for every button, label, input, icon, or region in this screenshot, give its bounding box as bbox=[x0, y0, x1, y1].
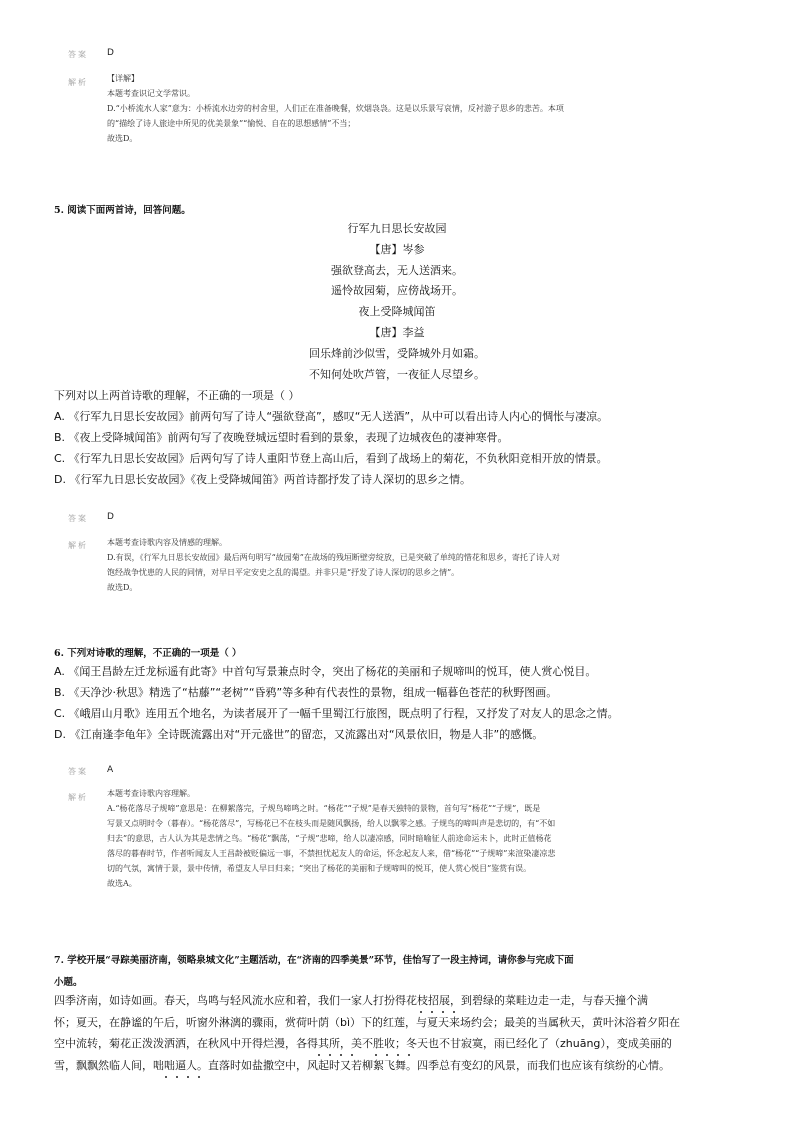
option-c: C. 《行军九日思长安故园》后两句写了诗人重阳节登上高山后，看到了战场上的菊花，不负秋阳竞相开放的情景。 bbox=[54, 452, 608, 465]
emphasis-dot bbox=[340, 1054, 342, 1056]
option-b: B. 《天净沙·秋思》精选了“枯藤”“老树”“昏鸦”等多种有代表性的景物，组成一幅暮色苍茫的秋野图画。 bbox=[54, 686, 558, 699]
emphasis-dot bbox=[386, 1054, 388, 1056]
emphasis-dot bbox=[453, 1011, 455, 1013]
analysis-line: 本题考查诗歌内容理解。 bbox=[107, 789, 195, 798]
analysis-label: 解析 bbox=[68, 78, 88, 87]
emphasis-dot bbox=[375, 1054, 377, 1056]
analysis-line: 的“描绘了诗人旅途中所见的优美景象”“愉悦、自在的思想感情”不当； bbox=[107, 119, 356, 128]
analysis-line: 归去”的意思，古人认为其是悲情之鸟。“杨花”飘荡，“子规”悲啼，给人以凄凉感，同时暗喻征人前途命运未卜，此时正值杨花 bbox=[107, 834, 552, 843]
paragraph-line: 空中流转，菊花正泼泼洒洒，在秋风中开得烂漫，各得其所，美不胜收；冬天也不甘寂寞，雨已经化了（zhuāng），变成美丽的 bbox=[54, 1037, 672, 1050]
analysis-line: 饱经战争忧患的人民的同情，对早日平定安史之乱的渴望。并非只是“抒发了诗人深切的思乡之情”。 bbox=[107, 568, 460, 577]
analysis-text bbox=[107, 71, 564, 146]
analysis-line: 写景又点明时令（暮春）。“杨花落尽”，写杨花已不在枝头而是随风飘扬，给人以飘零之感。子规鸟的啼叫声是悲切的，有“不如 bbox=[107, 819, 556, 828]
analysis-line: 切的气氛，寓情于景，景中传情，希望友人早日归来；“突出了杨花的美丽和子规啼叫的悦耳，使人赏心悦目”鉴赏有误。 bbox=[107, 864, 532, 873]
question-7-heading: 7. 学校开展“寻踪美丽济南，领略泉城文化”主题活动，在“济南的四季美景”环节，佳怡写了一段主持词，请你参与完成下面 bbox=[54, 955, 574, 966]
poems bbox=[0, 219, 794, 385]
emphasis-dot bbox=[420, 1011, 422, 1013]
analysis-line: 故选A。 bbox=[107, 879, 137, 888]
emphasis-dot bbox=[397, 1054, 399, 1056]
analysis-label: 解析 bbox=[68, 541, 88, 550]
answer-value: D bbox=[107, 48, 114, 58]
paragraph-line: 四季济南，如诗如画。春天，鸟鸣与轻风流水应和着，我们一家人打扮得花枝招展，到碧绿的菜畦边走一走，与春天撞个满 bbox=[54, 994, 648, 1007]
emphasis-dot bbox=[408, 1054, 410, 1056]
analysis-line: D.“小桥流水人家”意为：小桥流水边旁的村舍里，人们正在准备晚餐，炊烟袅袅。这是以乐景写哀情，反衬游子思乡的悲苦。本项 bbox=[107, 104, 564, 113]
answer-label: 答案 bbox=[68, 50, 88, 59]
answer-label: 答案 bbox=[68, 514, 88, 523]
emphasis-dot bbox=[187, 1076, 189, 1078]
option-b: B. 《夜上受降城闻笛》前两句写了夜晚登城远望时看到的景象，表现了边城夜色的凄神寒骨。 bbox=[54, 431, 509, 444]
analysis-line: A.“杨花落尽子规啼”意思是：在柳絮落完，子规鸟啼鸣之时。“杨花”“子规”是春天独特的景物，首句写“杨花”“子规”，既是 bbox=[107, 804, 541, 813]
answer-value: D bbox=[107, 512, 114, 522]
poem-1-line: 强欲登高去，无人送酒来。 bbox=[331, 263, 463, 277]
emphasis-dot bbox=[165, 1076, 167, 1078]
analysis-text bbox=[107, 786, 555, 891]
emphasis-dot bbox=[318, 1054, 320, 1056]
option-c: C. 《峨眉山月歌》连用五个地名，为读者展开了一幅千里蜀江行旅图，既点明了行程，又抒发了对友人的思念之情。 bbox=[54, 707, 619, 720]
option-d: D. 《江南逢李龟年》全诗既流露出对“开元盛世”的留恋，又流露出对“风景依旧，物是人非”的感慨。 bbox=[54, 728, 544, 741]
analysis-line: D.有误，《行军九日思长安故园》最后两句明写“故园菊”在战场的残垣断壁旁绽放，已是突破了单纯的惜花和思乡，寄托了诗人对 bbox=[107, 553, 560, 562]
option-a: A. 《行军九日思长安故园》前两句写了诗人“强欲登高”，感叹“无人送酒”，从中可以看出诗人内心的惆怅与凄凉。 bbox=[54, 410, 609, 423]
analysis-line: 落尽的暮春时节，作者听闻友人王昌龄被贬偏远一事，不禁担忧起友人的命运，怀念起友人来，借“杨花”“子规啼”来渲染凄凉悲 bbox=[107, 849, 556, 858]
analysis-line: 本题考查识记文学常识。 bbox=[107, 89, 195, 98]
emphasis-dot bbox=[431, 1011, 433, 1013]
question-7-heading-cont: 小题。 bbox=[54, 977, 83, 988]
question-6-choices bbox=[54, 661, 619, 745]
emphasis-dot bbox=[176, 1076, 178, 1078]
poem-1-title: 行军九日思长安故园 bbox=[347, 222, 447, 235]
poem-2-line: 回乐烽前沙似雪，受降城外月如霜。 bbox=[309, 346, 485, 360]
option-d: D. 《行军九日思长安故园》《夜上受降城闻笛》两首诗都抒发了诗人深切的思乡之情。 bbox=[54, 473, 471, 486]
analysis-line: 【详解】 bbox=[107, 74, 139, 83]
emphasis-dot bbox=[442, 1011, 444, 1013]
analysis-label: 解析 bbox=[68, 793, 88, 802]
analysis-line: 故选D。 bbox=[107, 583, 138, 592]
poem-2-author: 【唐】李益 bbox=[369, 325, 425, 339]
paragraph-line: 雪，飘飘然临人间，咄咄逼人。直落时如盐撒空中，风起时又若柳絮飞舞。四季总有变幻的风景，而我们也应该有缤纷的心情。 bbox=[54, 1058, 670, 1072]
host-script-paragraph bbox=[54, 990, 744, 1076]
poem-1-line: 遥怜故园菊，应傍战场开。 bbox=[331, 284, 463, 298]
analysis-line: 故选D。 bbox=[107, 134, 138, 143]
emphasis-dot bbox=[198, 1076, 200, 1078]
answer-value: A bbox=[107, 765, 114, 775]
analysis-text bbox=[107, 535, 560, 595]
emphasis-dot bbox=[351, 1054, 353, 1056]
emphasis-dot bbox=[329, 1054, 331, 1056]
poem-2-line: 不知何处吹芦管，一夜征人尽望乡。 bbox=[309, 367, 485, 381]
answer-label: 答案 bbox=[68, 767, 88, 776]
analysis-line: 本题考查诗歌内容及情感的理解。 bbox=[107, 538, 227, 547]
paragraph-line: 怀；夏天，在静谧的午后，听窗外淋漓的骤雨，赏荷叶荫（bì）下的红莲，与夏天来场约会；最美的当属秋天，黄叶沐浴着夕阳在 bbox=[54, 1015, 681, 1029]
poem-1-author: 【唐】岑参 bbox=[369, 242, 425, 256]
question-6-heading: 6. 下列对诗歌的理解，不正确的一项是（ ） bbox=[54, 648, 242, 659]
question-stem: 下列对以上两首诗歌的理解，不正确的一项是（ ） bbox=[54, 389, 300, 402]
question-5-choices bbox=[54, 385, 608, 490]
question-5-heading: 5. 阅读下面两首诗，回答问题。 bbox=[54, 205, 191, 216]
option-a: A. 《闻王昌龄左迁龙标遥有此寄》中首句写景兼点时令，突出了杨花的美丽和子规啼叫的悦耳，使人赏心悦目。 bbox=[54, 665, 597, 678]
poem-2-title: 夜上受降城闻笛 bbox=[358, 305, 436, 319]
